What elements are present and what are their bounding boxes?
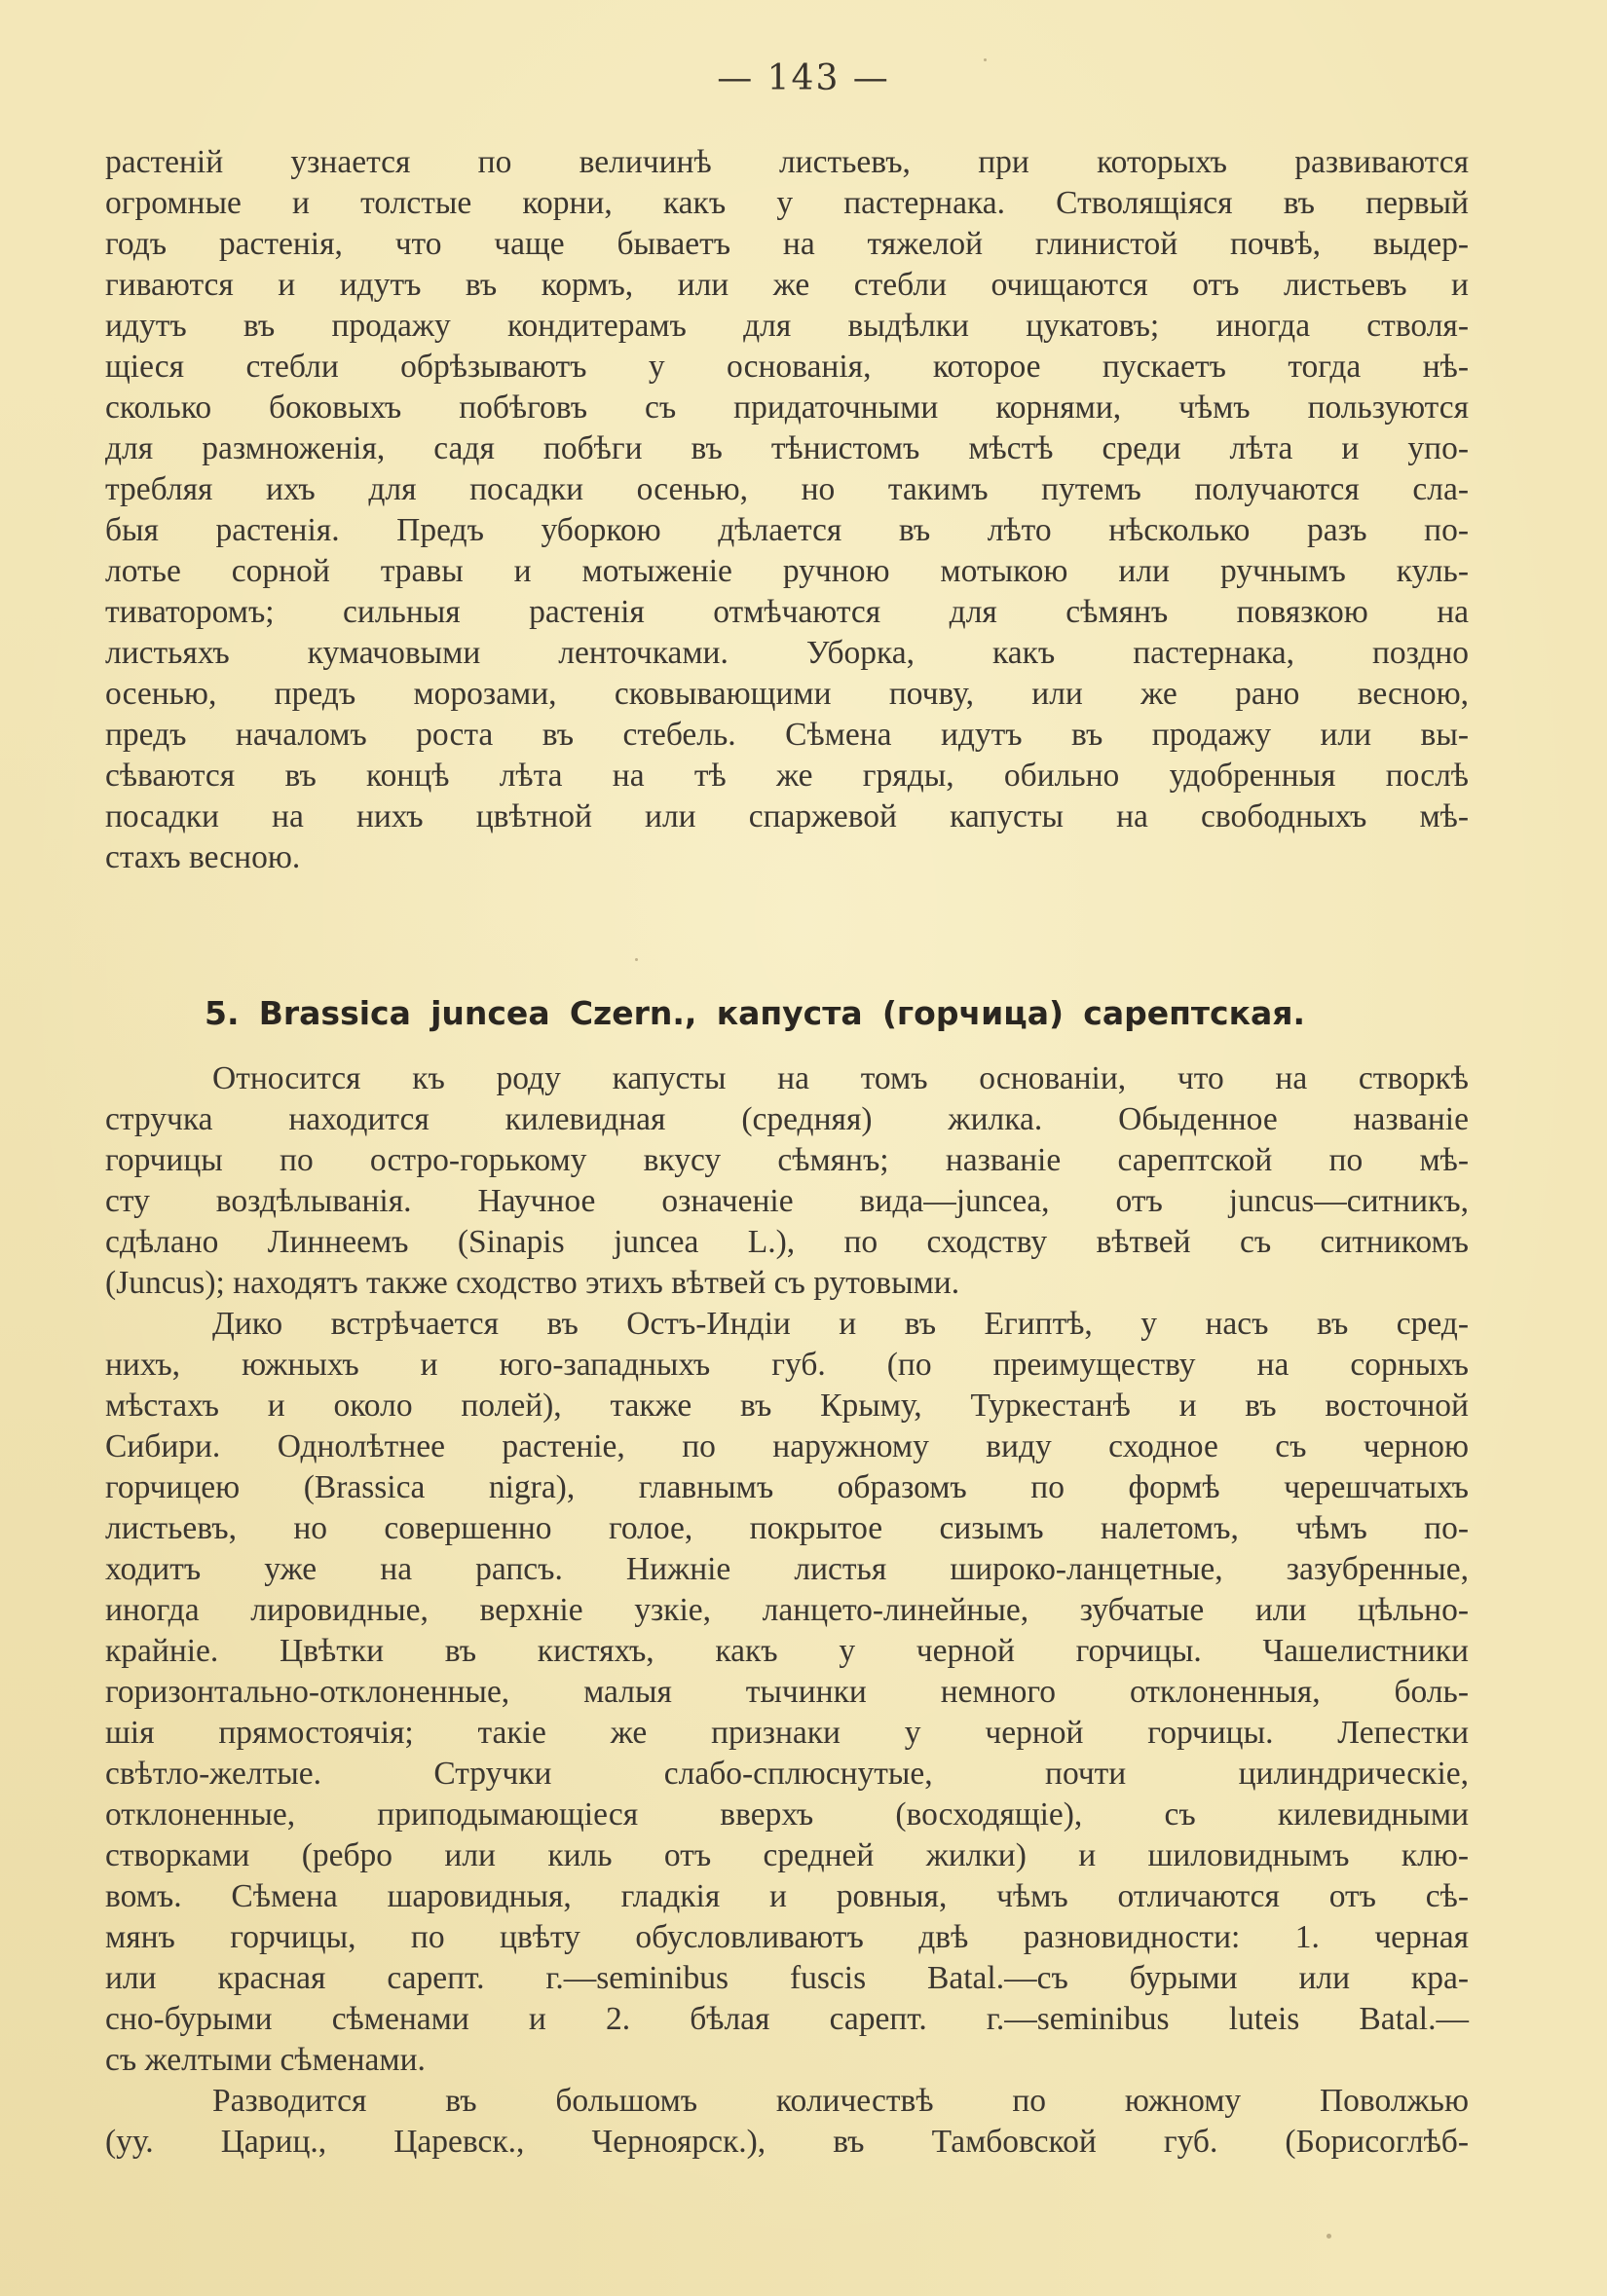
text-line: отклоненные, приподымающіеся вверхъ (восходящіе), съ килевидными [105,1796,1469,1833]
text-line: сно-бурыми сѣменами и 2. бѣлая сарепт. г.—seminibus luteis Batal.— [105,2001,1469,2037]
text-line: тиваторомъ; сильныя растенія отмѣчаются для сѣмянъ повязкою на [105,594,1469,630]
text-line: растеній узнается по величинѣ листьевъ, при которыхъ развиваются [105,144,1469,180]
text-line: нихъ, южныхъ и юго-западныхъ губ. (по преимуществу на сорныхъ [105,1347,1469,1383]
section-heading: 5. Brassica juncea Czern., капуста (горчица) сарептская. [205,994,1305,1032]
paragraph-1 [105,142,1469,878]
text-line: быя растенія. Предъ уборкою дѣлается въ лѣто нѣсколько разъ по- [105,512,1469,548]
text-line: огромные и толстые корни, какъ у пастернака. Стволящіяся въ первый [105,185,1469,221]
text-line: идутъ въ продажу кондитерамъ для выдѣлки цукатовъ; иногда стволя- [105,308,1469,344]
text-line: Разводится въ большомъ количествѣ по южному Поволжью [212,2083,1469,2119]
text-line: предъ началомъ роста въ стебель. Сѣмена идутъ въ продажу или вы- [105,717,1469,753]
text-line: стахъ весною. [105,839,301,875]
text-line: свѣтло-желтые. Стручки слабо-сплюснутые, почти цилиндрическіе, [105,1756,1469,1792]
text-line: сѣваются въ концѣ лѣта на тѣ же гряды, обильно удобренныя послѣ [105,758,1469,794]
text-line: осенью, предъ морозами, сковывающими почву, или же рано весною, [105,676,1469,712]
text-line: щіеся стебли обрѣзываютъ у основанія, которое пускаетъ тогда нѣ- [105,349,1469,385]
text-line: для размноженія, садя побѣги въ тѣнистомъ мѣстѣ среди лѣта и упо- [105,430,1469,466]
text-line: горизонтально-отклоненные, малыя тычинки немного отклоненныя, боль- [105,1674,1469,1710]
paper-speck [984,58,987,61]
text-line: горчицы по остро-горькому вкусу сѣмянъ; названіе сарептской по мѣ- [105,1142,1469,1178]
text-line: Сибири. Однолѣтнее растеніе, по наружному виду сходное съ черною [105,1428,1469,1464]
text-line: съ желтыми сѣменами. [105,2042,426,2078]
text-line: гиваются и идутъ въ кормъ, или же стебли очищаются отъ листьевъ и [105,267,1469,303]
text-line: или красная сарепт. г.—seminibus fuscis Batal.—съ бурыми или кра- [105,1960,1469,1996]
text-line: годъ растенія, что чаще бываетъ на тяжелой глинистой почвѣ, выдер- [105,226,1469,262]
paper-speck [635,958,638,961]
text-line: стручка находится килевидная (средняя) жилка. Обыденное названіе [105,1101,1469,1137]
text-line: Относится къ роду капусты на томъ основаніи, что на створкѣ [212,1060,1469,1096]
text-line: мѣстахъ и около полей), также въ Крыму, Туркестанѣ и въ восточной [105,1388,1469,1424]
paper-speck [1327,2234,1331,2239]
text-line: Дико встрѣчается въ Остъ-Индіи и въ Египтѣ, у насъ въ сред- [212,1306,1469,1342]
text-line: горчицею (Brassica nigra), главнымъ образомъ по формѣ черешчатыхъ [105,1469,1469,1505]
text-line: (уу. Цариц., Царевск., Черноярск.), въ Тамбовской губ. (Борисоглѣб- [105,2124,1469,2160]
text-line: мянъ горчицы, по цвѣту обусловливаютъ двѣ разновидности: 1. черная [105,1919,1469,1955]
text-line: сдѣлано Линнеемъ (Sinapis juncea L.), по сходству вѣтвей съ ситникомъ [105,1224,1469,1260]
text-line: (Juncus); находятъ также сходство этихъ вѣтвей съ рутовыми. [105,1265,960,1301]
text-line: сту воздѣлыванія. Научное означеніе вида—juncea, отъ juncus—ситникъ, [105,1183,1469,1219]
text-line: листьяхъ кумачовыми ленточками. Уборка, какъ пастернака, поздно [105,635,1469,671]
text-line: сколько боковыхъ побѣговъ съ придаточными корнями, чѣмъ пользуются [105,389,1469,426]
paragraph-2 [105,1058,1469,2163]
text-line: лотье сорной травы и мотыженіе ручною мотыкою или ручнымъ куль- [105,553,1469,589]
page-number: — 143 — [717,58,890,98]
text-line: требляя ихъ для посадки осенью, но такимъ путемъ получаются сла- [105,471,1469,507]
text-line: вомъ. Сѣмена шаровидныя, гладкія и ровныя, чѣмъ отличаются отъ сѣ- [105,1878,1469,1914]
text-line: посадки на нихъ цвѣтной или спаржевой капусты на свободныхъ мѣ- [105,798,1469,834]
text-line: иногда лировидные, верхніе узкіе, ланцето-линейные, зубчатые или цѣльно- [105,1592,1469,1628]
text-line: листьевъ, но совершенно голое, покрытое сизымъ налетомъ, чѣмъ по- [105,1510,1469,1546]
text-line: створками (ребро или киль отъ средней жилки) и шиловиднымъ клю- [105,1837,1469,1873]
text-line: ходитъ уже на рапсъ. Нижніе листья широко-ланцетные, зазубренные, [105,1551,1469,1587]
text-line: шія прямостоячія; такіе же признаки у черной горчицы. Лепестки [105,1715,1469,1751]
text-line: крайніе. Цвѣтки въ кистяхъ, какъ у черной горчицы. Чашелистники [105,1633,1469,1669]
